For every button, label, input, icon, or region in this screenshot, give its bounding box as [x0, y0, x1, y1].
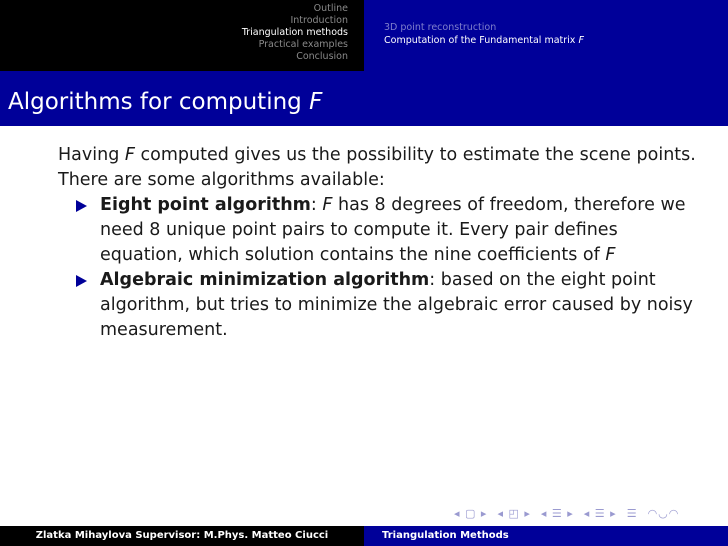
item-separator: :: [310, 195, 323, 215]
frame-title-text: Algorithms for computing: [8, 89, 302, 115]
subsection-symbol: F: [578, 35, 584, 46]
subsection-list: [384, 21, 584, 47]
beamer-navigation-symbols: [454, 505, 679, 521]
item-term: Algebraic minimization algorithm: [100, 270, 430, 290]
nav-section-outline[interactable]: Outline: [313, 3, 348, 14]
nav-section-conclusion[interactable]: Conclusion: [296, 51, 348, 62]
frame-title: [8, 89, 322, 115]
subsection-label: Computation of the Fundamental matrix: [384, 35, 576, 46]
nav-subsection-icon[interactable]: ◂ ◰ ▸: [497, 506, 531, 520]
footer-author-box: [0, 526, 364, 546]
nav-section-triangulation-methods[interactable]: Triangulation methods: [241, 27, 348, 38]
item-symbol: F: [322, 195, 333, 215]
header-subsection-navigation: [364, 0, 728, 71]
bullet-triangle-icon: [76, 275, 87, 287]
list-item-algebraic-minimization: [58, 268, 698, 343]
nav-section-practical-examples[interactable]: Practical examples: [258, 39, 348, 50]
nav-appendix-icon[interactable]: ☰: [626, 506, 638, 520]
nav-section-introduction[interactable]: Introduction: [290, 15, 348, 26]
frame-title-band: [0, 71, 728, 126]
item-separator: :: [429, 270, 441, 290]
algorithm-list: [58, 193, 698, 343]
bullet-triangle-icon: [76, 200, 87, 212]
nav-subsection-3d-point-reconstruction[interactable]: 3D point reconstruction: [384, 22, 497, 33]
footer-authors: Zlatka Mihaylova Supervisor: M.Phys. Matteo Ciucci: [35, 530, 329, 541]
nav-section-icon[interactable]: ◂ ☰ ▸: [540, 506, 574, 520]
item-symbol-end: F: [605, 245, 616, 265]
frame-title-symbol: F: [309, 89, 323, 115]
item-text: has 8 degrees of freedom, therefore we need 8 unique point pairs to compute it. Every pair defines equation, which solution contains the nine coefficients of: [100, 195, 686, 265]
nav-frame-icon[interactable]: ◂ ▢ ▸: [454, 506, 488, 520]
item-term: Eight point algorithm: [100, 195, 311, 215]
list-item-eight-point: [58, 193, 698, 268]
intro-paragraph: [58, 143, 698, 193]
intro-text-pre: Having: [58, 145, 125, 165]
nav-document-icon[interactable]: ◂ ☰ ▸: [583, 506, 617, 520]
nav-subsection-fundamental-matrix[interactable]: [384, 34, 584, 47]
intro-text-post: computed gives us the possibility to estimate the scene points. There are some algorithms available:: [58, 145, 696, 190]
item-text: based on the eight point algorithm, but tries to minimize the algebraic error caused by noisy measurement.: [100, 270, 693, 340]
footer-title: Triangulation Methods: [382, 530, 509, 541]
header-bar: [0, 0, 728, 71]
intro-symbol: F: [124, 145, 135, 165]
slide-body: [58, 143, 698, 343]
section-list: [242, 3, 348, 63]
nav-search-icon[interactable]: ◠◡◠: [647, 506, 680, 520]
footer-bar: [0, 526, 728, 546]
header-section-navigation: [0, 0, 364, 71]
